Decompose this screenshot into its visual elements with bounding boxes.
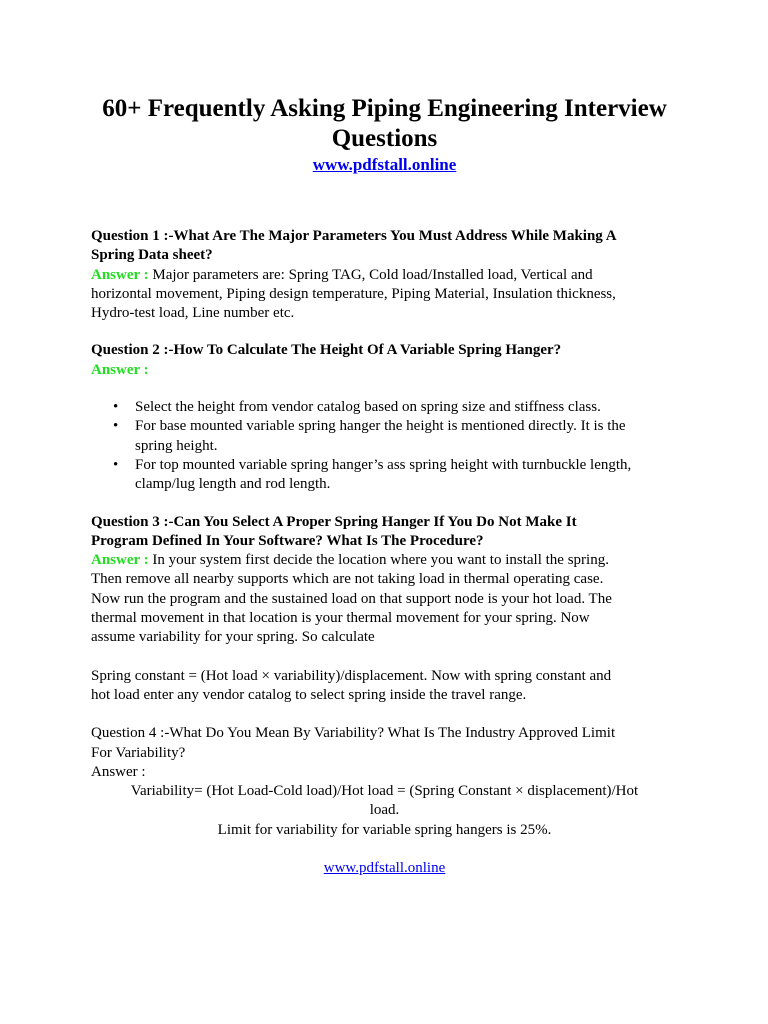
answer-2-label: Answer : [91,361,149,378]
answer-2-bullet-list [91,398,678,494]
header-site-link[interactable]: www.pdfstall.online [312,155,457,174]
variability-formula: Variability= (Hot Load-Cold load)/Hot load = (Spring Constant × displacement)/Hot load. Limit for variability for variable spring hangers is 25%. [91,782,678,840]
question-4-heading: Question 4 :-What Do You Mean By Variability? What Is The Industry Approved Limit For Variability? [91,725,616,761]
bullet-icon: • [113,456,119,473]
page-title [91,94,678,154]
title-line-1: 60+ Frequently Asking Piping Engineering Interview [102,95,667,122]
answer-3-spring-constant-paragraph: Spring constant = (Hot load × variability)/displacement. Now with spring constant and hot load enter any vendor catalog to select spring inside the travel range. [91,667,612,703]
question-2-block [91,341,678,494]
bullet-icon: • [113,399,119,416]
title-line-2: Questions [331,125,438,152]
list-item: • For base mounted variable spring hanger the height is mentioned directly. It is the spring height. [113,418,626,454]
question-3-heading: Question 3 :-Can You Select A Proper Spring Hanger If You Do Not Make It Program Defined In Your Software? What Is The Procedure? [91,513,577,549]
variability-limit: Limit for variability for variable spring hangers is 25%. [217,821,552,838]
answer-1-label: Answer : [91,266,149,283]
answer-3-label: Answer : [91,552,149,569]
list-item: • For top mounted variable spring hanger’s ass spring height with turnbuckle length, clamp/lug length and rod length. [113,456,632,493]
answer-4-label: Answer : [91,763,146,780]
list-item: • Select the height from vendor catalog based on spring size and stiffness class. [91,398,678,417]
question-1-block [91,227,678,323]
footer-site-link[interactable]: www.pdfstall.online [323,860,446,877]
answer-3: Answer : In your system first decide the location where you want to install the spring. Then remove all nearby supports which are not taking load in thermal operating case. Now run the program and the sustained load on that support node is your hot load. The thermal movement in that location is your thermal movement for your spring. Now assume variability for your spring. So calculate [91,552,612,646]
question-1-heading: Question 1 :-What Are The Major Parameters You Must Address While Making A Spring Data sheet? [91,228,617,264]
question-3-block [91,513,678,706]
question-4-block [91,724,678,840]
answer-1: Answer : Major parameters are: Spring TAG, Cold load/Installed load, Vertical and horizontal movement, Piping design temperature, Piping Material, Insulation thickness, Hydro-test load, Line number etc. [91,266,616,322]
question-2-heading: Question 2 :-How To Calculate The Height Of A Variable Spring Hanger? [91,342,562,359]
bullet-icon: • [113,418,119,435]
